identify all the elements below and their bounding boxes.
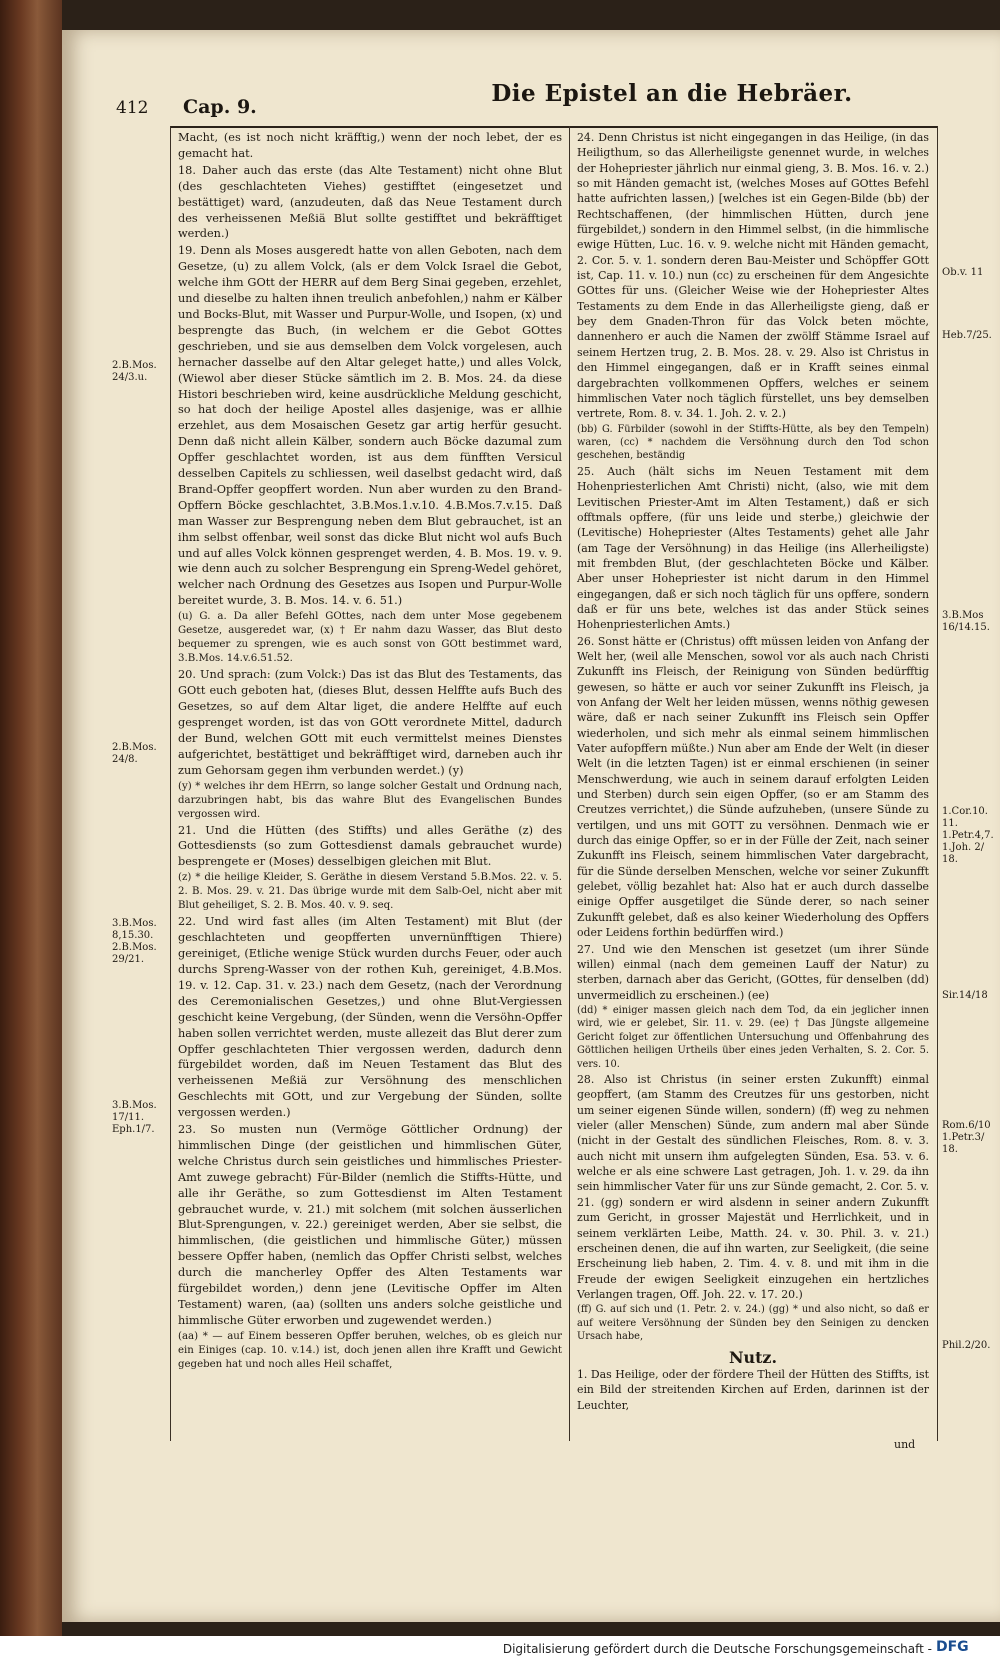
book-edge	[0, 0, 62, 1662]
left-paragraph: 20. Und sprach: (zum Volck:) Das ist das Blut des Testaments, das GOtt euch geboten hat, (dieses Blut, dessen Helffte aufs Buch des Gesetzes, so auf dem Altar liget, die andere Helffte auf euch gesprenget worden, ist das von GOtt verordnete Mittel, dadurch der Bund, welchen GOtt mit euch vermittelst meines Dienstes aufgerichtet, bestättiget und bekräfftiget wird, darneben auch ihr zum Gehorsam gegen ihm verbunden werdet.) (y)	[178, 668, 562, 777]
right-text-column	[577, 130, 929, 1414]
left-footnote: (z) * die heilige Kleider, S. Geräthe in diesem Verstand 5.B.Mos. 22. v. 5. 2. B. Mos. 29. v. 21. Das übrige wurde mit dem Salb-Oel, nicht aber mit Blut geheiliget, S. 2. B. Mos. 40. v. 9. seq.	[178, 872, 562, 912]
right-paragraph: 26. Sonst hätte er (Christus) offt müssen leiden von Anfang der Welt her, (weil alle Menschen, sowol vor als auch nach Christi Zukunfft ins Fleisch, der Reinigung von Sünden bedürfftig gewesen, so hätte er auch vor seiner Zukunfft ins Fleisch, ja von Anfang der Welt her leiden müssen, wenns nöthig gewesen wäre, daß er nach seiner Zukunfft ins Fleisch sein Opffer wiederholen, und sich mehr als einmal seinem himmlischen Vater aufopffern müßte.) Nun aber am Ende der Welt (in dieser Welt (in die letzten Tagen) ist er einmal erschienen (in seiner Menschwerdung, wie auch in seinem darauf erfolgten Leiden und Sterben) durch sein eigen Opffer, (so er am Stamm des Creutzes verrichtet,) die Sünde aufzuheben, (unsere Sünde zu vertilgen, und uns mit GOTT zu versöhnen. Denmach wie er durch das einige Opffer, so er in der Fülle der Zeit, nach seiner Zukunfft ins Fleisch, seinem himmlischen Vater dargebracht, für die Sünde derselben Menschen, welche vor seiner Zukunfft gelebet, völlig bezahlet hat: Also hat er auch durch dasselbe einige Opffer ausgetilget die Sünde derer, so nach seiner Zukunfft gelebet, daß es also keiner Wiederholung des Opffers oder Leidens forthin bedürffen wird.)	[577, 634, 929, 940]
left-text-column	[178, 130, 562, 1373]
footer-credit: Digitalisierung gefördert durch die Deutsche Forschungsgemeinschaft -	[502, 1642, 932, 1656]
left-paragraph: Macht, (es ist noch nicht kräfftig,) wenn der noch lebet, der es gemacht hat.	[178, 131, 562, 160]
page-number: 412	[116, 98, 149, 118]
margin-ref-left-2: 2.B.Mos. 24/8.	[112, 742, 157, 765]
margin-ref-right-2: Heb.7/25.	[942, 330, 992, 341]
margin-ref-right-7: Phil.2/20.	[942, 1340, 991, 1351]
catchword: und	[894, 1438, 916, 1451]
document-page	[62, 30, 1000, 1622]
dfg-logo: DFG	[936, 1639, 969, 1655]
left-footnote: (u) G. a. Da aller Befehl GOttes, nach dem unter Mose gegebenem Gesetze, ausgeredet war, (x) † Er nahm dazu Wasser, das Blut desto bequemer zu sprengen, wie es auch sonst von GOtt bestimmet ward, 3.B.Mos. 14.v.6.51.52.	[178, 611, 562, 665]
header-rule	[170, 126, 938, 128]
right-footnote: (dd) * einiger massen gleich nach dem Tod, da ein jeglicher innen wird, wie er gelebet, Sir. 11. v. 29. (ee) † Das Jüngste allgemeine Gericht folget zur öffentlichen Untersuchung und Offenbahrung des Göttlichen heiligen Urtheils über eines jeden Verhalten, S. 2. Cor. 5. vers. 10.	[577, 1004, 929, 1070]
left-paragraph: 19. Denn als Moses ausgeredt hatte von allen Geboten, nach dem Gesetze, (u) zu allem Volck, (als er dem Volck Israel die Gebot, welche ihm GOtt der HERR auf dem Berg Sinai gegeben, erzehlet, und dieselbe zu halten ihnen treulich anbefohlen,) nahm er Kälber und Bocks-Blut, mit Wasser und Purpur-Wolle, und Isopen, (x) und besprengte das Buch, (in welchem er die Gebot GOttes geschrieben, und sie aus demselben dem Volck vorgelesen, auch hernacher dasselbe auf den Altar geleget hatte,) und alles Volck, (Wiewol aber dieser Stücke sämtlich im 2. B. Mos. 24. da diese Histori beschrieben wird, keine ausdrückliche Meldung geschicht, so hat doch der heilige Apostel alles dasjenige, was er allhie erzehlet, aus dem Mosaischen Gesetz gar artig herfür gesucht. Denn daß nicht allein Kälber, sondern auch Böcke dazumal zum Opffer geschlachtet worden, ist aus dem fünfften Versicul desselben Capitels zu schliessen, weil daselbst gedacht wird, daß Brand-Opffer geopffert worden. Nun aber wurden zu den Brand-Opffern Böcke geschlachtet, 3.B.Mos.1.v.10. 4.B.Mos.7.v.15. Daß man Wasser zur Besprengung neben dem Blut gebrauchet, ist an ihm selbst offenbar, weil sonst das dicke Blut nicht wol aufs Buch und auf alles Volck können gesprenget werden, 4. B. Mos. 19. v. 9. wie denn auch zu solcher Besprengung ein Spreng-Wedel gehöret, welcher nach Ordnung des Gesetzes aus Isopen und Purpur-Wolle bereitet wurde, 3. B. Mos. 14. v. 6. 51.)	[178, 244, 562, 608]
margin-ref-right-6: Rom.6/10 1.Petr.3/ 18.	[942, 1120, 991, 1155]
left-footnote: (aa) * — auf Einem besseren Opffer beruhen, welches, ob es gleich nur ein Einiges (cap. 10. v.14.) ist, doch jenen allen ihre Krafft und Gewicht gegeben hat und noch alles Heil schaffet,	[178, 1330, 562, 1370]
column-divider	[569, 126, 570, 1441]
chapter-label: Cap. 9.	[183, 96, 257, 118]
right-paragraph: 25. Auch (hält sichs im Neuen Testament mit dem Hohenpriesterlichen Amt Christi) nicht, (also, wie mit dem Levitischen Priester-Amt im Alten Testament,) daß er sich offtmals opffere, (für uns leide und sterbe,) gleichwie der (Levitische) Hohepriester (Altes Testaments) gehet alle Jahr (am Tage der Versöhnung) in das Heilige (ins Allerheiligste) mit frembden Blut, (der geschlachteten Böcke und Kälber. Aber unser Hohepriester ist nicht darum in den Himmel eingegangen, daß er sich noch täglich für uns opffere, sondern daß er für uns bete, welches ist das ander Stück seines Hohenpriesterlichen Amts.)	[577, 464, 929, 632]
margin-ref-right-4: 1.Cor.10. 11. 1.Petr.4,7. 1.Joh. 2/ 18.	[942, 806, 994, 865]
margin-ref-right-1: Ob.v. 11	[942, 267, 984, 278]
left-paragraph: 21. Und die Hütten (des Stiffts) und alles Geräthe (z) des Gottesdiensts (so zum Gottesdienst damals gebrauchet wurde) besprengete er (Moses) desselbigen gleichen mit Blut.	[178, 823, 562, 869]
left-paragraph: 23. So musten nun (Vermöge Göttlicher Ordnung) der himmlischen Dinge (der geistlichen und himmlischen Güter, welche Christus durch sein geistliches und himmlisches Priester-Amt zuwege gebracht) Für-Bilder (nemlich die Stiffts-Hütte, und alle ihr Geräthe, so zum Gottesdienst im Alten Testament gebrauchet wurde, v. 21.) mit solchem (mit solchen äusserlichen Blut-Sprengungen, v. 22.) gereiniget werden, Aber sie selbst, die himmlischen, (die geistlichen und himmlische Güter,) müssen bessere Opffer haben, (nemlich das Opffer Christi selbst, welches durch die mancherley Opffer des Alten Testaments war fürgebildet worden,) denn jene (Levitische Opffer im Alten Testament) waren, (aa) (sollten uns anders solche geistliche und himmlische Güter erworben und zugewendet werden.)	[178, 1123, 562, 1327]
nutz-text: 1. Das Heilige, oder der fördere Theil der Hütten des Stiffts, ist ein Bild der streitenden Kirchen auf Erden, darinnen ist der Leuchter,	[577, 1367, 929, 1412]
margin-ref-right-3: 3.B.Mos 16/14.15.	[942, 610, 990, 633]
right-footnote: (ff) G. auf sich und (1. Petr. 2. v. 24.) (gg) * und also nicht, so daß er auf weitere Versöhnung der Sünden bey den Seinigen zu dencken Ursach habe,	[577, 1304, 929, 1343]
left-footnote: (y) * welches ihr dem HErrn, so lange solcher Gestalt und Ordnung nach, darzubringen habt, bis das wahre Blut des Evangelischen Bundes vergossen wird.	[178, 780, 562, 820]
nutz-heading: Nutz.	[729, 1347, 777, 1367]
right-margin-rule	[937, 126, 938, 1441]
margin-ref-left-4: 3.B.Mos. 17/11. Eph.1/7.	[112, 1100, 157, 1135]
left-margin-rule	[170, 126, 171, 1441]
right-paragraph: 28. Also ist Christus (in seiner ersten Zukunfft) einmal geopffert, (am Stamm des Creutzes für uns gestorben, nicht um seiner eigenen Sünde willen, sondern) (ff) weg zu nehmen vieler (aller Menschen) Sünde, zum andern mal aber Sünde (nicht in der Gestalt des sündlichen Fleisches, Rom. 8. v. 3. auch nicht mit unsern ihm aufgelegten Sünden, Esa. 53. v. 6. welche er als eine schwere Last getragen, Joh. 1. v. 29. da ihn sein himmlischer Vater für uns zur Sünde gemacht, 2. Cor. 5. v. 21. (gg) sondern er wird alsdenn in seiner andern Zukunfft zum Gericht, in grosser Majestät und Herrlichkeit, und in seinem verklärten Leibe, Matth. 24. v. 30. Phil. 3. v. 21.) erscheinen denen, die auf ihn warten, zur Seeligkeit, (die seine Erscheinung lieb haben, 2. Tim. 4. v. 8. und mit ihm in die Freude der ewigen Seeligkeit einzugehen ein hertzliches Verlangen tragen, Off. Joh. 22. v. 17. 20.)	[577, 1073, 929, 1301]
right-paragraph: 27. Und wie den Menschen ist gesetzet (um ihrer Sünde willen) einmal (nach dem gemeinen Lauff der Natur) zu sterben, darnach aber das Gericht, (GOttes, für denselben (dd) unvermeidlich zu erscheinen.) (ee)	[577, 942, 929, 1002]
margin-ref-right-5: Sir.14/18	[942, 990, 988, 1001]
running-title: Die Epistel an die Hebräer.	[491, 80, 853, 107]
right-footnote: (bb) G. Fürbilder (sowohl in der Stiffts-Hütte, als bey den Tempeln) waren, (cc) * nachdem die Versöhnung durch den Tod schon geschehen, beständig	[577, 423, 929, 462]
margin-ref-left-1: 2.B.Mos. 24/3.u.	[112, 360, 157, 383]
digitization-footer	[0, 1636, 1000, 1662]
margin-ref-left-3: 3.B.Mos. 8,15.30. 2.B.Mos. 29/21.	[112, 918, 157, 965]
left-paragraph: 18. Daher auch das erste (das Alte Testament) nicht ohne Blut (des geschlachteten Viehes) gestifftet (eingesetzet und bestättiget) ward, (anzudeuten, daß das Neue Testament durch des verheissenen Meßiä Blut sollte gestifftet und bekräfftiget werden.)	[178, 163, 562, 241]
left-paragraph: 22. Und wird fast alles (im Alten Testament) mit Blut (der geschlachteten und geopfferten unvernünfftigen Thiere) gereiniget, (Etliche wenige Stück wurden durchs Feuer, oder auch durchs Spreng-Wasser von der rothen Kuh, gereiniget, 4.B.Mos. 19. v. 12. Cap. 31. v. 23.) nach dem Gesetz, (nach der Verordnung des Ceremonialischen Gesetzes,) und ohne Blut-Vergiessen geschicht keine Vergebung, (der Sünden, wenn die Versöhn-Opffer haben sollen verrichtet werden, muste allezeit das Blut derer zum Opffer geschlachteten Thier vergossen werden, dadurch denn fürgebildet worden, daß im Neuen Testament das Blut des verheissenen Meßiä zur Versöhnung des menschlichen Geschlechts mit GOtt, und zur Vergebung der Sünden, sollte vergossen werden.)	[178, 915, 562, 1120]
right-paragraph: 24. Denn Christus ist nicht eingegangen in das Heilige, (in das Heiligthum, so das Allerheiligste genennet wurde, in welches der Hohepriester jährlich nur einmal gieng, 3. B. Mos. 16. v. 2.) so mit Händen gemacht ist, (welches Moses auf GOttes Befehl hatte aufrichten lassen,) [welches ist ein Gegen-Bilde (bb) der Rechtschaffenen, (der himmlischen Hütten, durch jene fürgebildet,) sondern in den Himmel selbst, (in die himmlische ewige Hütten, Luc. 16. v. 9. welche nicht mit Händen gemacht, 2. Cor. 5. v. 1. sondern deren Bau-Meister und Schöpffer GOtt ist, Cap. 11. v. 10.) nun (cc) zu erscheinen für dem Angesichte GOttes für uns. (Gleicher Weise wie der Hohepriester Altes Testaments zu dem Ende in das Allerheiligste gieng, daß er bey dem Gnaden-Thron für das Volck beten möchte, dannenhero er auch die Namen der zwölff Stämme Israel auf seinem Hertzen trug, 2. B. Mos. 28. v. 29. Also ist Christus in den Himmel eingegangen, daß er in Krafft seines einmal dargebrachten vollkommenen Opffers, welches er seinem himmlischen Vater noch täglich fürstellet, uns bey demselben vertrete, Rom. 8. v. 34. 1. Joh. 2. v. 2.)	[577, 131, 929, 421]
